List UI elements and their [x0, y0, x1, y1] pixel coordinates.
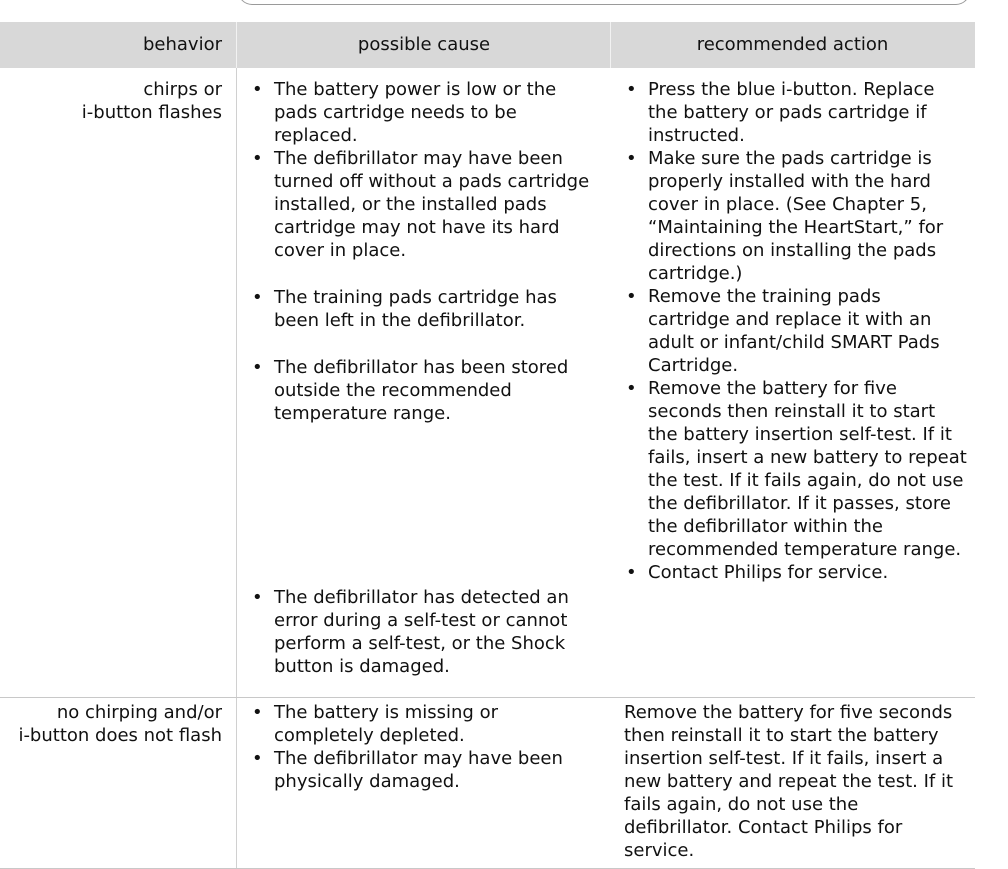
cause-list	[248, 78, 603, 262]
top-frame	[238, 0, 970, 5]
table-header	[0, 22, 975, 68]
action-text: Remove the battery for five seconds then reinstall it to start the battery insertion self-test. If it fails, insert a new battery and repeat the test. If it fails again, do not use the defibrillator. Contact Philips for service.	[624, 702, 954, 861]
action-list	[622, 78, 967, 584]
header-possible-cause: possible cause	[357, 34, 491, 55]
header-behavior: behavior	[142, 34, 222, 55]
cause-list	[248, 356, 603, 425]
header-divider	[236, 22, 237, 68]
behavior-line: i-button flashes	[81, 102, 222, 123]
cause-item: • The battery is missing or completely depleted.	[248, 701, 603, 747]
column-divider	[236, 68, 237, 869]
cause-list	[248, 586, 603, 678]
action-item: • Press the blue i-button. Replace the battery or pads cartridge if instructed.	[622, 78, 967, 147]
header-recommended-action: recommended action	[696, 34, 889, 55]
row-divider	[0, 697, 975, 698]
cause-item: • The defibrillator may have been turned off without a pads cartridge installed, or the installed pads cartridge may not have its hard cover in place.	[248, 147, 603, 262]
action-item: • Remove the battery for five seconds then reinstall it to start the battery insertion self-test. If it fails, insert a new battery to repeat the test. If it fails again, do not use the defibrillator. If it passes, store the defibrillator within the recommended temperature range.	[622, 377, 967, 561]
behavior-line: chirps or	[143, 79, 222, 100]
cause-item: • The defibrillator has been stored outside the recommended temperature range.	[248, 356, 603, 425]
header-divider	[610, 22, 611, 68]
table-row-behavior	[0, 701, 222, 747]
cause-item: • The battery power is low or the pads cartridge needs to be replaced.	[248, 78, 603, 147]
action-item: • Contact Philips for service.	[622, 561, 967, 584]
behavior-line: i-button does not flash	[18, 725, 222, 746]
action-item: • Make sure the pads cartridge is properly installed with the hard cover in place. (See Chapter 5, “Maintaining the HeartStart,” for directions on installing the pads cartridge.)	[622, 147, 967, 285]
cause-item: • The training pads cartridge has been left in the defibrillator.	[248, 286, 603, 332]
cause-list	[248, 701, 603, 793]
cause-item: • The defibrillator has detected an error during a self-test or cannot perform a self-test, or the Shock button is damaged.	[248, 586, 603, 678]
action-item: • Remove the training pads cartridge and replace it with an adult or infant/child SMART Pads Cartridge.	[622, 285, 967, 377]
cause-list	[248, 286, 603, 332]
cause-item: • The defibrillator may have been physically damaged.	[248, 747, 603, 793]
table-row-behavior	[0, 78, 222, 124]
behavior-line: no chirping and/or	[56, 702, 222, 723]
